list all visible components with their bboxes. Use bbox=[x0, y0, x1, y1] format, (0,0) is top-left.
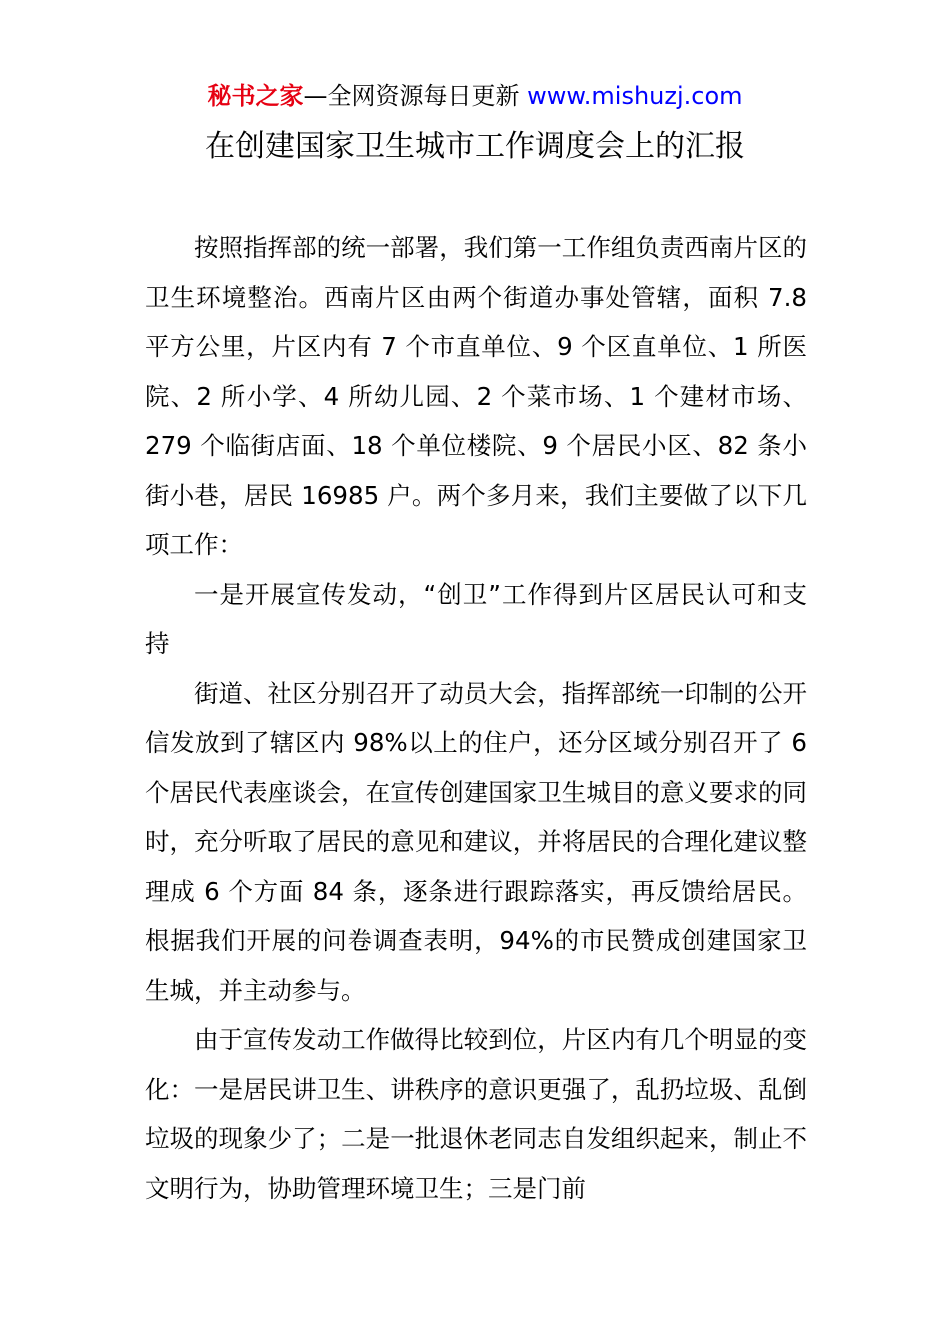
document-body bbox=[145, 223, 807, 1213]
brand-name: 秘书之家 bbox=[207, 82, 304, 110]
document-title: 在创建国家卫生城市工作调度会上的汇报 bbox=[205, 129, 745, 164]
site-url-link[interactable]: www.mishuzj.com bbox=[527, 82, 743, 110]
paragraph-changes: 由于宣传发动工作做得比较到位，片区内有几个明显的变化：一是居民讲卫生、讲秩序的意识更强了，乱扔垃圾、乱倒垃圾的现象少了；二是一批退休老同志自发组织起来，制止不文明行为，协助管理环境卫生；三是门前 bbox=[145, 1025, 807, 1203]
site-header bbox=[0, 80, 950, 112]
header-tagline: —全网资源每日更新 bbox=[303, 82, 520, 110]
section-heading-publicity: 一是开展宣传发动，“创卫”工作得到片区居民认可和支持 bbox=[145, 579, 807, 658]
paragraph-publicity-details: 街道、社区分别召开了动员大会，指挥部统一印制的公开信发放到了辖区内 98%以上的住户，还分区域分别召开了 6 个居民代表座谈会，在宣传创建国家卫生城目的意义要求的同时，充分听取了居民的意见和建议，并将居民的合理化建议整理成 6 个方面 84 条，逐条进行跟踪落实，再反馈给居民。根据我们开展的问卷调查表明，94%的市民赞成创建国家卫生城，并主动参与。 bbox=[145, 678, 807, 1005]
paragraph-intro: 按照指挥部的统一部署，我们第一工作组负责西南片区的卫生环境整治。西南片区由两个街道办事处管辖，面积 7.8 平方公里，片区内有 7 个市直单位、9 个区直单位、1 所医院、2 所小学、4 所幼儿园、2 个菜市场、1 个建材市场、279 个临街店面、18 个单位楼院、9 个居民小区、82 条小街小巷，居民 16985 户。两个多月来，我们主要做了以下几项工作： bbox=[145, 233, 807, 559]
